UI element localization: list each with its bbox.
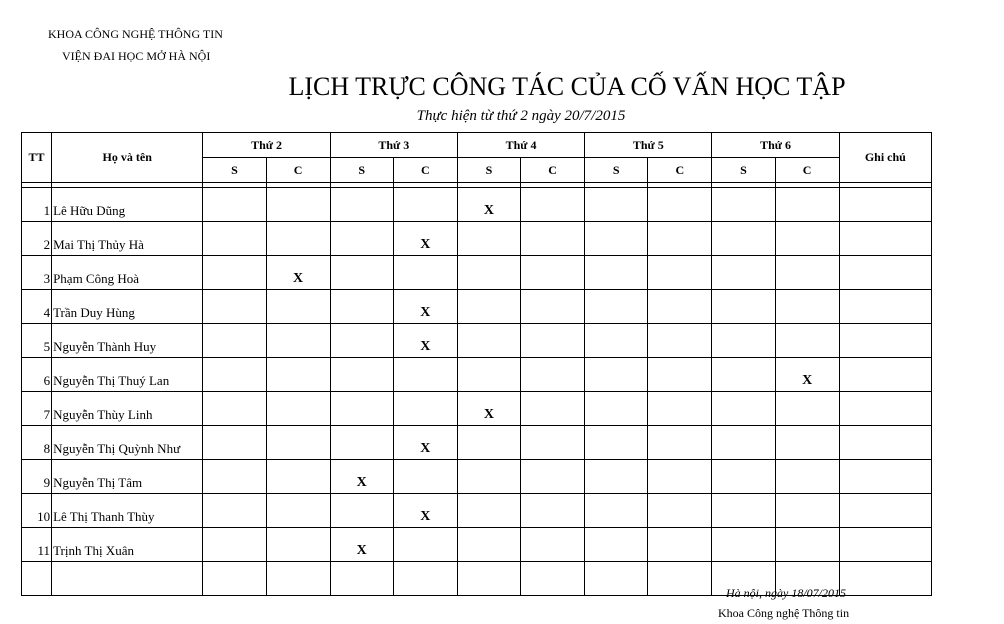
duty-slot-cell xyxy=(330,562,393,596)
table-row xyxy=(22,324,932,358)
org-line-university: VIỆN ĐAI HỌC MỞ HÀ NỘI xyxy=(62,49,211,63)
row-number: 2 xyxy=(22,222,52,256)
duty-slot-cell xyxy=(266,494,330,528)
duty-slot-cell xyxy=(457,256,520,290)
table-row xyxy=(22,188,932,222)
row-name: Trịnh Thị Xuân xyxy=(52,528,203,562)
row-name xyxy=(52,562,203,596)
duty-slot-cell xyxy=(521,392,585,426)
duty-slot-cell xyxy=(775,188,839,222)
duty-slot-cell xyxy=(393,460,457,494)
duty-slot-cell xyxy=(266,290,330,324)
duty-slot-cell xyxy=(330,392,393,426)
row-number xyxy=(22,562,52,596)
duty-mark: X xyxy=(393,426,457,460)
header-session-afternoon: C xyxy=(393,158,457,183)
row-note xyxy=(839,256,931,290)
row-note xyxy=(839,528,931,562)
header-name: Họ và tên xyxy=(52,133,203,183)
duty-mark: X xyxy=(393,494,457,528)
duty-mark: X xyxy=(393,290,457,324)
duty-slot-cell xyxy=(775,460,839,494)
duty-slot-cell xyxy=(393,562,457,596)
duty-slot-cell xyxy=(775,290,839,324)
duty-slot-cell xyxy=(457,494,520,528)
row-note xyxy=(839,392,931,426)
duty-slot-cell xyxy=(585,460,648,494)
header-session-afternoon: C xyxy=(521,158,585,183)
row-note xyxy=(839,290,931,324)
row-name: Nguyễn Thành Huy xyxy=(52,324,203,358)
duty-slot-cell xyxy=(330,188,393,222)
duty-slot-cell xyxy=(393,188,457,222)
duty-mark: X xyxy=(393,324,457,358)
duty-slot-cell xyxy=(266,324,330,358)
duty-slot-cell xyxy=(457,426,520,460)
header-tt: TT xyxy=(22,133,52,183)
duty-slot-cell xyxy=(457,562,520,596)
row-name: Nguyễn Thị Tâm xyxy=(52,460,203,494)
table-row xyxy=(22,222,932,256)
row-note xyxy=(839,460,931,494)
duty-slot-cell xyxy=(457,290,520,324)
duty-slot-cell xyxy=(648,426,712,460)
duty-slot-cell xyxy=(648,290,712,324)
duty-slot-cell xyxy=(521,426,585,460)
duty-slot-cell xyxy=(775,528,839,562)
duty-slot-cell xyxy=(775,222,839,256)
duty-slot-cell xyxy=(266,528,330,562)
duty-slot-cell xyxy=(648,528,712,562)
duty-slot-cell xyxy=(203,290,266,324)
duty-slot-cell xyxy=(393,392,457,426)
duty-mark: X xyxy=(393,222,457,256)
duty-slot-cell xyxy=(648,358,712,392)
duty-mark: X xyxy=(457,392,520,426)
duty-slot-cell xyxy=(585,494,648,528)
header-day-tue: Thứ 3 xyxy=(330,133,457,158)
duty-slot-cell xyxy=(648,188,712,222)
duty-slot-cell xyxy=(203,358,266,392)
row-number: 4 xyxy=(22,290,52,324)
duty-slot-cell xyxy=(266,392,330,426)
duty-slot-cell xyxy=(712,392,775,426)
row-note xyxy=(839,324,931,358)
duty-mark: X xyxy=(330,460,393,494)
duty-slot-cell xyxy=(585,324,648,358)
row-number: 7 xyxy=(22,392,52,426)
duty-slot-cell xyxy=(712,358,775,392)
row-note xyxy=(839,222,931,256)
duty-slot-cell xyxy=(648,460,712,494)
schedule-body xyxy=(22,183,932,596)
row-note xyxy=(839,188,931,222)
page-subtitle: Thực hiện từ thứ 2 ngày 20/7/2015 xyxy=(416,108,626,124)
duty-slot-cell xyxy=(585,358,648,392)
footer-signature-org: Khoa Công nghệ Thông tin xyxy=(718,606,850,620)
row-name: Trần Duy Hùng xyxy=(52,290,203,324)
row-number: 1 xyxy=(22,188,52,222)
duty-slot-cell xyxy=(648,494,712,528)
row-number: 8 xyxy=(22,426,52,460)
row-name: Nguyễn Thùy Linh xyxy=(52,392,203,426)
duty-slot-cell xyxy=(775,494,839,528)
duty-slot-cell xyxy=(203,222,266,256)
duty-slot-cell xyxy=(648,562,712,596)
duty-slot-cell xyxy=(521,460,585,494)
duty-slot-cell xyxy=(585,222,648,256)
duty-slot-cell xyxy=(712,188,775,222)
duty-slot-cell xyxy=(330,324,393,358)
duty-slot-cell xyxy=(393,528,457,562)
table-row xyxy=(22,460,932,494)
duty-slot-cell xyxy=(330,256,393,290)
duty-slot-cell xyxy=(330,426,393,460)
header-session-morning: S xyxy=(712,158,775,183)
duty-slot-cell xyxy=(521,358,585,392)
row-number: 3 xyxy=(22,256,52,290)
row-name: Mai Thị Thủy Hà xyxy=(52,222,203,256)
duty-slot-cell xyxy=(266,426,330,460)
page-title: LỊCH TRỰC CÔNG TÁC CỦA CỐ VẤN HỌC TẬP xyxy=(288,72,846,101)
row-name: Phạm Công Hoà xyxy=(52,256,203,290)
duty-mark: X xyxy=(330,528,393,562)
duty-slot-cell xyxy=(203,188,266,222)
header-session-afternoon: C xyxy=(775,158,839,183)
duty-slot-cell xyxy=(330,358,393,392)
duty-slot-cell xyxy=(775,392,839,426)
duty-slot-cell xyxy=(521,188,585,222)
row-note xyxy=(839,494,931,528)
duty-slot-cell xyxy=(203,562,266,596)
duty-slot-cell xyxy=(712,460,775,494)
table-row xyxy=(22,358,932,392)
duty-slot-cell xyxy=(457,324,520,358)
row-name: Lê Thị Thanh Thùy xyxy=(52,494,203,528)
duty-slot-cell xyxy=(393,256,457,290)
duty-slot-cell xyxy=(521,256,585,290)
header-session-afternoon: C xyxy=(266,158,330,183)
table-row xyxy=(22,392,932,426)
duty-slot-cell xyxy=(712,528,775,562)
table-row xyxy=(22,494,932,528)
row-name: Lê Hữu Dũng xyxy=(52,188,203,222)
duty-mark: X xyxy=(266,256,330,290)
row-note xyxy=(839,562,931,596)
duty-slot-cell xyxy=(203,426,266,460)
duty-slot-cell xyxy=(585,188,648,222)
header-session-afternoon: C xyxy=(648,158,712,183)
duty-slot-cell xyxy=(521,290,585,324)
duty-slot-cell xyxy=(585,562,648,596)
duty-slot-cell xyxy=(521,528,585,562)
duty-slot-cell xyxy=(457,460,520,494)
duty-slot-cell xyxy=(712,290,775,324)
duty-slot-cell xyxy=(266,562,330,596)
header-day-fri: Thứ 6 xyxy=(712,133,839,158)
duty-slot-cell xyxy=(521,494,585,528)
table-row xyxy=(22,290,932,324)
duty-slot-cell xyxy=(712,426,775,460)
row-name: Nguyễn Thị Quỳnh Như xyxy=(52,426,203,460)
row-number: 11 xyxy=(22,528,52,562)
header-day-mon: Thứ 2 xyxy=(203,133,330,158)
duty-slot-cell xyxy=(775,324,839,358)
duty-slot-cell xyxy=(266,460,330,494)
duty-slot-cell xyxy=(712,494,775,528)
org-line-faculty: KHOA CÔNG NGHỆ THÔNG TIN xyxy=(48,27,223,41)
row-name: Nguyễn Thị Thuý Lan xyxy=(52,358,203,392)
table-row xyxy=(22,426,932,460)
row-number: 9 xyxy=(22,460,52,494)
duty-mark: X xyxy=(775,358,839,392)
duty-slot-cell xyxy=(585,392,648,426)
header-day-wed: Thứ 4 xyxy=(457,133,584,158)
duty-slot-cell xyxy=(266,222,330,256)
table-row xyxy=(22,256,932,290)
duty-mark: X xyxy=(457,188,520,222)
row-note xyxy=(839,426,931,460)
row-number: 5 xyxy=(22,324,52,358)
duty-slot-cell xyxy=(203,460,266,494)
duty-slot-cell xyxy=(330,494,393,528)
duty-slot-cell xyxy=(203,494,266,528)
duty-slot-cell xyxy=(585,426,648,460)
header-session-morning: S xyxy=(330,158,393,183)
duty-slot-cell xyxy=(585,256,648,290)
duty-slot-cell xyxy=(521,562,585,596)
duty-slot-cell xyxy=(521,324,585,358)
duty-slot-cell xyxy=(457,358,520,392)
duty-slot-cell xyxy=(393,358,457,392)
header-session-morning: S xyxy=(203,158,266,183)
duty-slot-cell xyxy=(712,256,775,290)
table-row xyxy=(22,528,932,562)
duty-slot-cell xyxy=(712,222,775,256)
row-number: 10 xyxy=(22,494,52,528)
duty-slot-cell xyxy=(457,222,520,256)
duty-slot-cell xyxy=(521,222,585,256)
duty-slot-cell xyxy=(203,392,266,426)
duty-slot-cell xyxy=(775,426,839,460)
footer-date: Hà nội, ngày 18/07/2015 xyxy=(726,586,846,600)
schedule-table xyxy=(21,132,932,596)
header-day-thu: Thứ 5 xyxy=(585,133,712,158)
duty-slot-cell xyxy=(203,256,266,290)
duty-slot-cell xyxy=(648,222,712,256)
duty-slot-cell xyxy=(585,290,648,324)
duty-slot-cell xyxy=(203,324,266,358)
header-note: Ghi chú xyxy=(839,133,931,183)
duty-slot-cell xyxy=(648,324,712,358)
row-number: 6 xyxy=(22,358,52,392)
duty-slot-cell xyxy=(648,256,712,290)
row-note xyxy=(839,358,931,392)
duty-slot-cell xyxy=(648,392,712,426)
header-session-morning: S xyxy=(585,158,648,183)
duty-slot-cell xyxy=(457,528,520,562)
duty-slot-cell xyxy=(585,528,648,562)
duty-slot-cell xyxy=(266,188,330,222)
duty-slot-cell xyxy=(775,256,839,290)
duty-slot-cell xyxy=(266,358,330,392)
duty-slot-cell xyxy=(712,324,775,358)
duty-slot-cell xyxy=(330,290,393,324)
duty-slot-cell xyxy=(203,528,266,562)
duty-slot-cell xyxy=(330,222,393,256)
header-session-morning: S xyxy=(457,158,520,183)
